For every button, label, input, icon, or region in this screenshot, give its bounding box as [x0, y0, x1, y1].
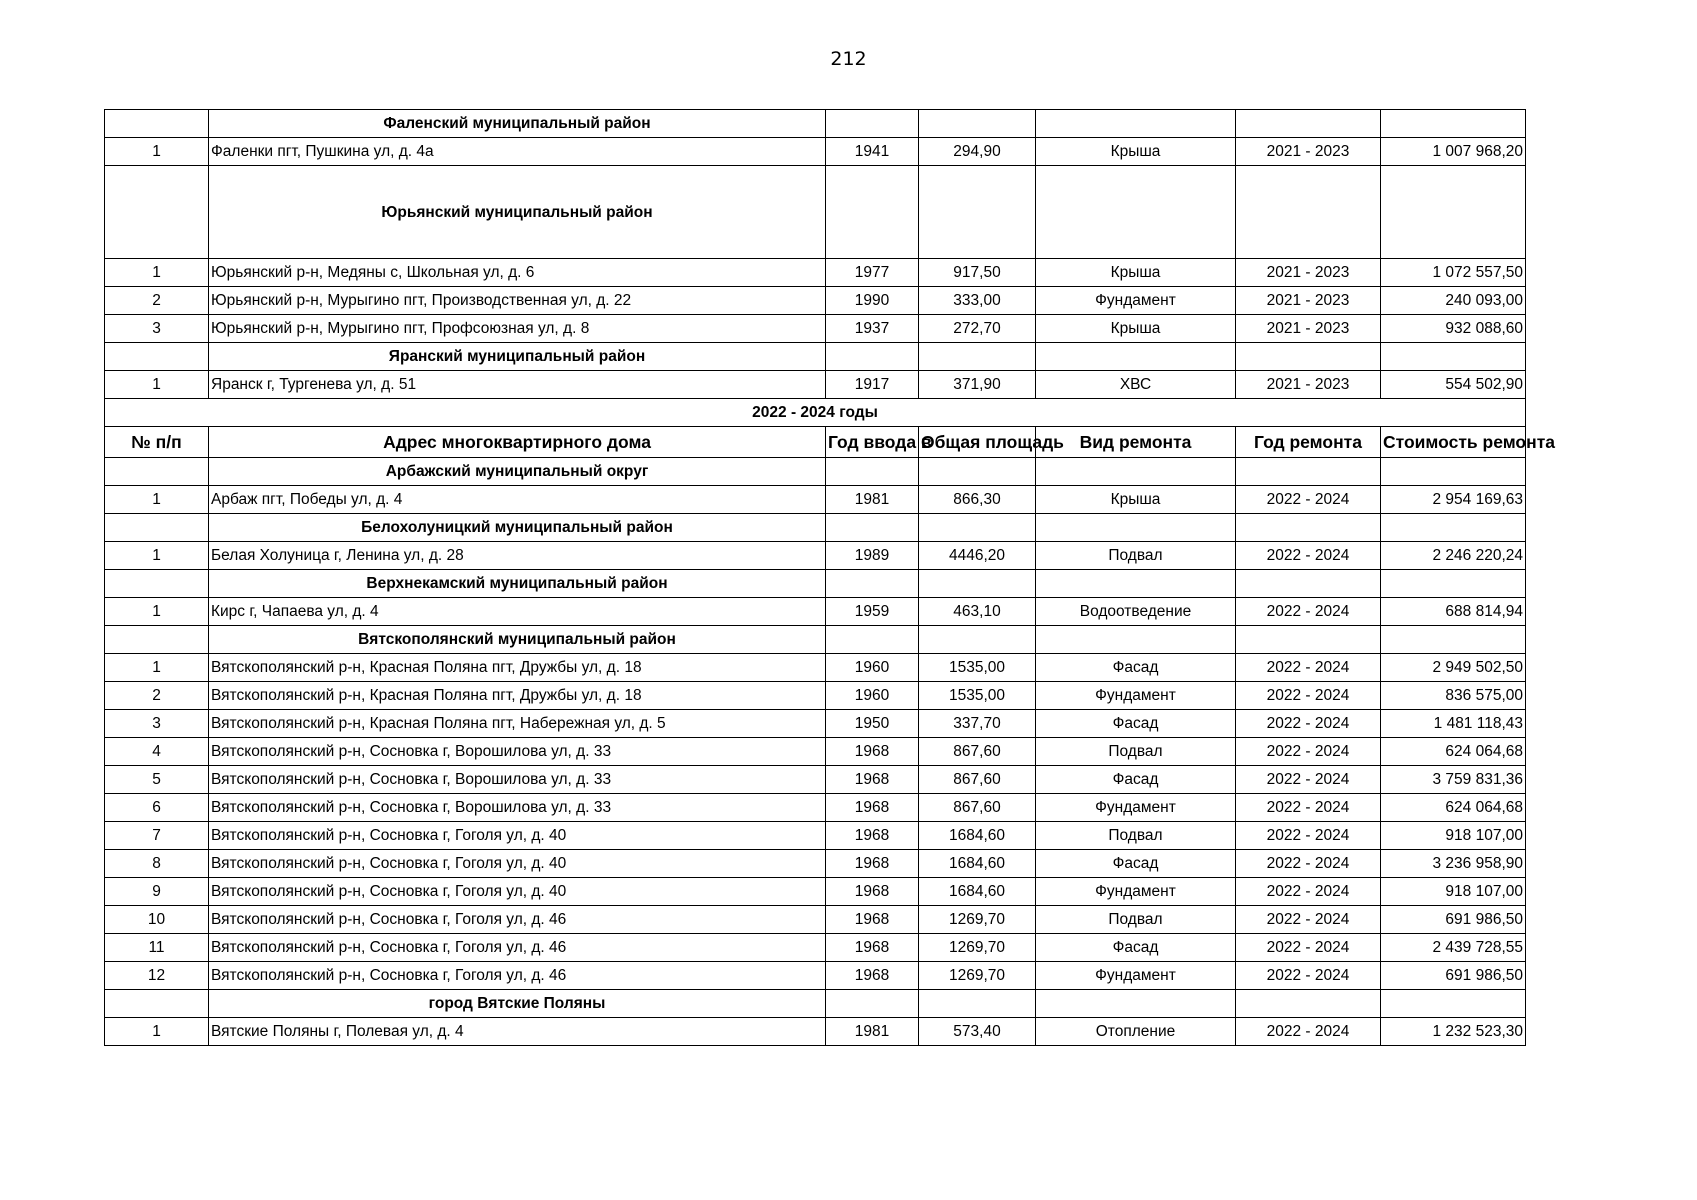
section-header-row: [105, 514, 1526, 542]
cell-area: 1535,00: [919, 682, 1036, 710]
table-row: [105, 962, 1526, 990]
cell-address: Вятскополянский р-н, Сосновка г, Ворошилова ул, д. 33: [209, 738, 826, 766]
section-name: Фаленский муниципальный район: [209, 110, 826, 138]
cell-repair-period: 2022 - 2024: [1236, 766, 1381, 794]
table-row: [105, 315, 1526, 343]
cell-repair-period: 2022 - 2024: [1236, 598, 1381, 626]
cell-repair-type: Подвал: [1036, 542, 1236, 570]
cell-cost: 932 088,60: [1381, 315, 1526, 343]
empty-cell: [826, 514, 919, 542]
cell-repair-period: 2021 - 2023: [1236, 371, 1381, 399]
cell-address: Белая Холуница г, Ленина ул, д. 28: [209, 542, 826, 570]
cell-number: 5: [105, 766, 209, 794]
empty-cell: [105, 343, 209, 371]
empty-cell: [1036, 458, 1236, 486]
empty-cell: [1236, 110, 1381, 138]
cell-year-built: 1917: [826, 371, 919, 399]
cell-cost: 688 814,94: [1381, 598, 1526, 626]
cell-address: Вятскополянский р-н, Сосновка г, Гоголя ул, д. 40: [209, 850, 826, 878]
cell-area: 4446,20: [919, 542, 1036, 570]
section-header-row: [105, 166, 1526, 259]
empty-cell: [1236, 626, 1381, 654]
cell-area: 867,60: [919, 738, 1036, 766]
empty-cell: [1381, 110, 1526, 138]
cell-repair-type: Крыша: [1036, 486, 1236, 514]
cell-number: 1: [105, 138, 209, 166]
table-row: [105, 138, 1526, 166]
cell-area: 1269,70: [919, 934, 1036, 962]
cell-area: 1535,00: [919, 654, 1036, 682]
cell-repair-type: Фасад: [1036, 710, 1236, 738]
section-header-row: [105, 343, 1526, 371]
section-name: Вятскополянский муниципальный район: [209, 626, 826, 654]
header-area: Общая площадь: [919, 427, 1036, 458]
repair-schedule-table: [104, 109, 1555, 1046]
cell-repair-period: 2022 - 2024: [1236, 486, 1381, 514]
cell-address: Вятскополянский р-н, Красная Поляна пгт, Дружбы ул, д. 18: [209, 682, 826, 710]
table-row: [105, 934, 1526, 962]
cell-year-built: 1968: [826, 822, 919, 850]
empty-cell: [1236, 458, 1381, 486]
cell-area: 1684,60: [919, 822, 1036, 850]
cell-number: 1: [105, 598, 209, 626]
cell-year-built: 1968: [826, 962, 919, 990]
cell-repair-type: Фундамент: [1036, 878, 1236, 906]
table-row: [105, 710, 1526, 738]
cell-address: Вятскополянский р-н, Красная Поляна пгт, Набережная ул, д. 5: [209, 710, 826, 738]
cell-cost: 3 759 831,36: [1381, 766, 1526, 794]
cell-area: 867,60: [919, 766, 1036, 794]
cell-cost: 1 007 968,20: [1381, 138, 1526, 166]
table-row: [105, 1018, 1526, 1046]
empty-cell: [105, 626, 209, 654]
cell-repair-type: Крыша: [1036, 259, 1236, 287]
cell-cost: 2 246 220,24: [1381, 542, 1526, 570]
cell-cost: 1 232 523,30: [1381, 1018, 1526, 1046]
cell-cost: 918 107,00: [1381, 878, 1526, 906]
cell-repair-period: 2022 - 2024: [1236, 1018, 1381, 1046]
column-header-row: [105, 427, 1526, 458]
cell-repair-period: 2022 - 2024: [1236, 878, 1381, 906]
empty-cell: [1236, 570, 1381, 598]
section-header-row: [105, 458, 1526, 486]
table-row: [105, 850, 1526, 878]
empty-cell: [1036, 110, 1236, 138]
cell-repair-period: 2021 - 2023: [1236, 138, 1381, 166]
cell-area: 867,60: [919, 794, 1036, 822]
table-row: [105, 371, 1526, 399]
cell-address: Яранск г, Тургенева ул, д. 51: [209, 371, 826, 399]
cell-number: 12: [105, 962, 209, 990]
empty-cell: [826, 110, 919, 138]
cell-area: 1684,60: [919, 850, 1036, 878]
cell-number: 4: [105, 738, 209, 766]
cell-cost: 1 072 557,50: [1381, 259, 1526, 287]
header-number: № п/п: [105, 427, 209, 458]
cell-year-built: 1950: [826, 710, 919, 738]
cell-repair-period: 2022 - 2024: [1236, 822, 1381, 850]
cell-area: 1684,60: [919, 878, 1036, 906]
cell-area: 272,70: [919, 315, 1036, 343]
section-name: Белохолуницкий муниципальный район: [209, 514, 826, 542]
empty-cell: [1036, 990, 1236, 1018]
cell-repair-type: Фасад: [1036, 654, 1236, 682]
empty-cell: [105, 514, 209, 542]
cell-year-built: 1981: [826, 486, 919, 514]
table-row: [105, 259, 1526, 287]
cell-repair-period: 2022 - 2024: [1236, 654, 1381, 682]
cell-year-built: 1960: [826, 654, 919, 682]
cell-number: 1: [105, 542, 209, 570]
empty-cell: [1036, 570, 1236, 598]
cell-area: 573,40: [919, 1018, 1036, 1046]
empty-cell: [919, 626, 1036, 654]
section-name: Юрьянский муниципальный район: [209, 166, 826, 259]
cell-year-built: 1968: [826, 794, 919, 822]
cell-repair-type: Отопление: [1036, 1018, 1236, 1046]
cell-year-built: 1968: [826, 934, 919, 962]
table-row: [105, 794, 1526, 822]
section-name: Верхнекамский муниципальный район: [209, 570, 826, 598]
cell-area: 463,10: [919, 598, 1036, 626]
empty-cell: [1236, 514, 1381, 542]
cell-repair-type: Водоотведение: [1036, 598, 1236, 626]
empty-cell: [1381, 458, 1526, 486]
cell-address: Кирс г, Чапаева ул, д. 4: [209, 598, 826, 626]
cell-repair-period: 2022 - 2024: [1236, 934, 1381, 962]
cell-repair-type: Фундамент: [1036, 682, 1236, 710]
empty-cell: [919, 110, 1036, 138]
cell-repair-period: 2022 - 2024: [1236, 850, 1381, 878]
section-header-row: [105, 990, 1526, 1018]
cell-address: Юрьянский р-н, Мурыгино пгт, Производственная ул, д. 22: [209, 287, 826, 315]
empty-cell: [826, 990, 919, 1018]
cell-repair-type: Фундамент: [1036, 794, 1236, 822]
cell-number: 2: [105, 287, 209, 315]
empty-cell: [105, 166, 209, 259]
cell-repair-type: Подвал: [1036, 738, 1236, 766]
cell-year-built: 1989: [826, 542, 919, 570]
cell-repair-period: 2021 - 2023: [1236, 315, 1381, 343]
cell-cost: 3 236 958,90: [1381, 850, 1526, 878]
table-row: [105, 738, 1526, 766]
empty-cell: [919, 990, 1036, 1018]
cell-address: Арбаж пгт, Победы ул, д. 4: [209, 486, 826, 514]
section-name: Арбажский муниципальный округ: [209, 458, 826, 486]
cell-area: 1269,70: [919, 906, 1036, 934]
empty-cell: [105, 458, 209, 486]
cell-repair-period: 2022 - 2024: [1236, 906, 1381, 934]
table-row: [105, 878, 1526, 906]
empty-cell: [105, 110, 209, 138]
cell-area: 333,00: [919, 287, 1036, 315]
cell-cost: 2 954 169,63: [1381, 486, 1526, 514]
cell-repair-type: Фасад: [1036, 934, 1236, 962]
cell-repair-period: 2021 - 2023: [1236, 259, 1381, 287]
cell-cost: 691 986,50: [1381, 906, 1526, 934]
cell-year-built: 1977: [826, 259, 919, 287]
table-row: [105, 598, 1526, 626]
cell-cost: 624 064,68: [1381, 794, 1526, 822]
table-row: [105, 287, 1526, 315]
cell-repair-type: Фундамент: [1036, 287, 1236, 315]
section-header-row: [105, 570, 1526, 598]
cell-year-built: 1968: [826, 906, 919, 934]
cell-year-built: 1937: [826, 315, 919, 343]
cell-number: 10: [105, 906, 209, 934]
empty-cell: [105, 570, 209, 598]
cell-cost: 624 064,68: [1381, 738, 1526, 766]
cell-repair-period: 2022 - 2024: [1236, 710, 1381, 738]
header-repair-year: Год ремонта: [1236, 427, 1381, 458]
cell-number: 9: [105, 878, 209, 906]
empty-cell: [1381, 343, 1526, 371]
cell-year-built: 1981: [826, 1018, 919, 1046]
empty-cell: [1381, 570, 1526, 598]
empty-cell: [826, 343, 919, 371]
table-row: [105, 822, 1526, 850]
cell-repair-type: Фасад: [1036, 850, 1236, 878]
cell-address: Вятскополянский р-н, Сосновка г, Гоголя ул, д. 46: [209, 906, 826, 934]
empty-cell: [919, 343, 1036, 371]
section-header-row: [105, 626, 1526, 654]
cell-year-built: 1960: [826, 682, 919, 710]
cell-address: Вятскополянский р-н, Сосновка г, Гоголя ул, д. 46: [209, 934, 826, 962]
header-address: Адрес многоквартирного дома: [209, 427, 826, 458]
empty-cell: [1381, 514, 1526, 542]
cell-repair-type: Подвал: [1036, 822, 1236, 850]
empty-cell: [1381, 990, 1526, 1018]
empty-cell: [1036, 343, 1236, 371]
cell-address: Юрьянский р-н, Медяны с, Школьная ул, д. 6: [209, 259, 826, 287]
table-row: [105, 906, 1526, 934]
cell-number: 1: [105, 486, 209, 514]
cell-number: 7: [105, 822, 209, 850]
cell-repair-period: 2022 - 2024: [1236, 738, 1381, 766]
cell-address: Вятскополянский р-н, Сосновка г, Гоголя ул, д. 40: [209, 878, 826, 906]
cell-number: 6: [105, 794, 209, 822]
cell-repair-period: 2022 - 2024: [1236, 962, 1381, 990]
section-header-row: [105, 110, 1526, 138]
cell-year-built: 1968: [826, 766, 919, 794]
cell-number: 1: [105, 371, 209, 399]
empty-cell: [826, 570, 919, 598]
period-banner: 2022 - 2024 годы: [105, 399, 1526, 427]
cell-cost: 836 575,00: [1381, 682, 1526, 710]
empty-cell: [1236, 343, 1381, 371]
cell-area: 917,50: [919, 259, 1036, 287]
empty-cell: [826, 626, 919, 654]
empty-cell: [919, 458, 1036, 486]
cell-cost: 691 986,50: [1381, 962, 1526, 990]
empty-cell: [1036, 514, 1236, 542]
header-year-built: Год ввода в: [826, 427, 919, 458]
cell-address: Вятские Поляны г, Полевая ул, д. 4: [209, 1018, 826, 1046]
cell-address: Фаленки пгт, Пушкина ул, д. 4а: [209, 138, 826, 166]
cell-number: 3: [105, 710, 209, 738]
cell-repair-period: 2022 - 2024: [1236, 682, 1381, 710]
header-repair-type: Вид ремонта: [1036, 427, 1236, 458]
cell-address: Юрьянский р-н, Мурыгино пгт, Профсоюзная ул, д. 8: [209, 315, 826, 343]
empty-cell: [1236, 990, 1381, 1018]
cell-repair-type: Фасад: [1036, 766, 1236, 794]
cell-repair-type: Фундамент: [1036, 962, 1236, 990]
cell-cost: 554 502,90: [1381, 371, 1526, 399]
cell-year-built: 1968: [826, 850, 919, 878]
cell-year-built: 1990: [826, 287, 919, 315]
cell-repair-type: ХВС: [1036, 371, 1236, 399]
cell-address: Вятскополянский р-н, Красная Поляна пгт, Дружбы ул, д. 18: [209, 654, 826, 682]
cell-address: Вятскополянский р-н, Сосновка г, Гоголя ул, д. 46: [209, 962, 826, 990]
period-banner-row: [105, 399, 1526, 427]
empty-cell: [919, 166, 1036, 259]
cell-address: Вятскополянский р-н, Сосновка г, Ворошилова ул, д. 33: [209, 794, 826, 822]
empty-cell: [105, 990, 209, 1018]
section-name: Яранский муниципальный район: [209, 343, 826, 371]
empty-cell: [1036, 626, 1236, 654]
cell-repair-type: Подвал: [1036, 906, 1236, 934]
cell-number: 1: [105, 1018, 209, 1046]
cell-cost: 1 481 118,43: [1381, 710, 1526, 738]
cell-address: Вятскополянский р-н, Сосновка г, Гоголя ул, д. 40: [209, 822, 826, 850]
cell-repair-type: Крыша: [1036, 315, 1236, 343]
table-row: [105, 486, 1526, 514]
cell-year-built: 1941: [826, 138, 919, 166]
page-number: 212: [830, 48, 867, 70]
cell-repair-period: 2022 - 2024: [1236, 542, 1381, 570]
section-name: город Вятские Поляны: [209, 990, 826, 1018]
empty-cell: [919, 514, 1036, 542]
cell-cost: 2 949 502,50: [1381, 654, 1526, 682]
cell-number: 3: [105, 315, 209, 343]
cell-number: 1: [105, 654, 209, 682]
empty-cell: [826, 458, 919, 486]
cell-number: 8: [105, 850, 209, 878]
table-row: [105, 766, 1526, 794]
cell-number: 2: [105, 682, 209, 710]
empty-cell: [826, 166, 919, 259]
cell-area: 337,70: [919, 710, 1036, 738]
empty-cell: [1381, 626, 1526, 654]
cell-cost: 240 093,00: [1381, 287, 1526, 315]
cell-area: 371,90: [919, 371, 1036, 399]
cell-address: Вятскополянский р-н, Сосновка г, Ворошилова ул, д. 33: [209, 766, 826, 794]
cell-number: 1: [105, 259, 209, 287]
cell-area: 1269,70: [919, 962, 1036, 990]
cell-repair-period: 2021 - 2023: [1236, 287, 1381, 315]
cell-number: 11: [105, 934, 209, 962]
cell-area: 866,30: [919, 486, 1036, 514]
cell-year-built: 1968: [826, 738, 919, 766]
cell-year-built: 1968: [826, 878, 919, 906]
empty-cell: [1036, 166, 1236, 259]
table-row: [105, 654, 1526, 682]
cell-area: 294,90: [919, 138, 1036, 166]
cell-cost: 2 439 728,55: [1381, 934, 1526, 962]
table-row: [105, 682, 1526, 710]
cell-repair-type: Крыша: [1036, 138, 1236, 166]
empty-cell: [1381, 166, 1526, 259]
cell-repair-period: 2022 - 2024: [1236, 794, 1381, 822]
cell-cost: 918 107,00: [1381, 822, 1526, 850]
empty-cell: [1236, 166, 1381, 259]
empty-cell: [919, 570, 1036, 598]
header-cost: Стоимость ремонта: [1381, 427, 1526, 458]
cell-year-built: 1959: [826, 598, 919, 626]
table-row: [105, 542, 1526, 570]
